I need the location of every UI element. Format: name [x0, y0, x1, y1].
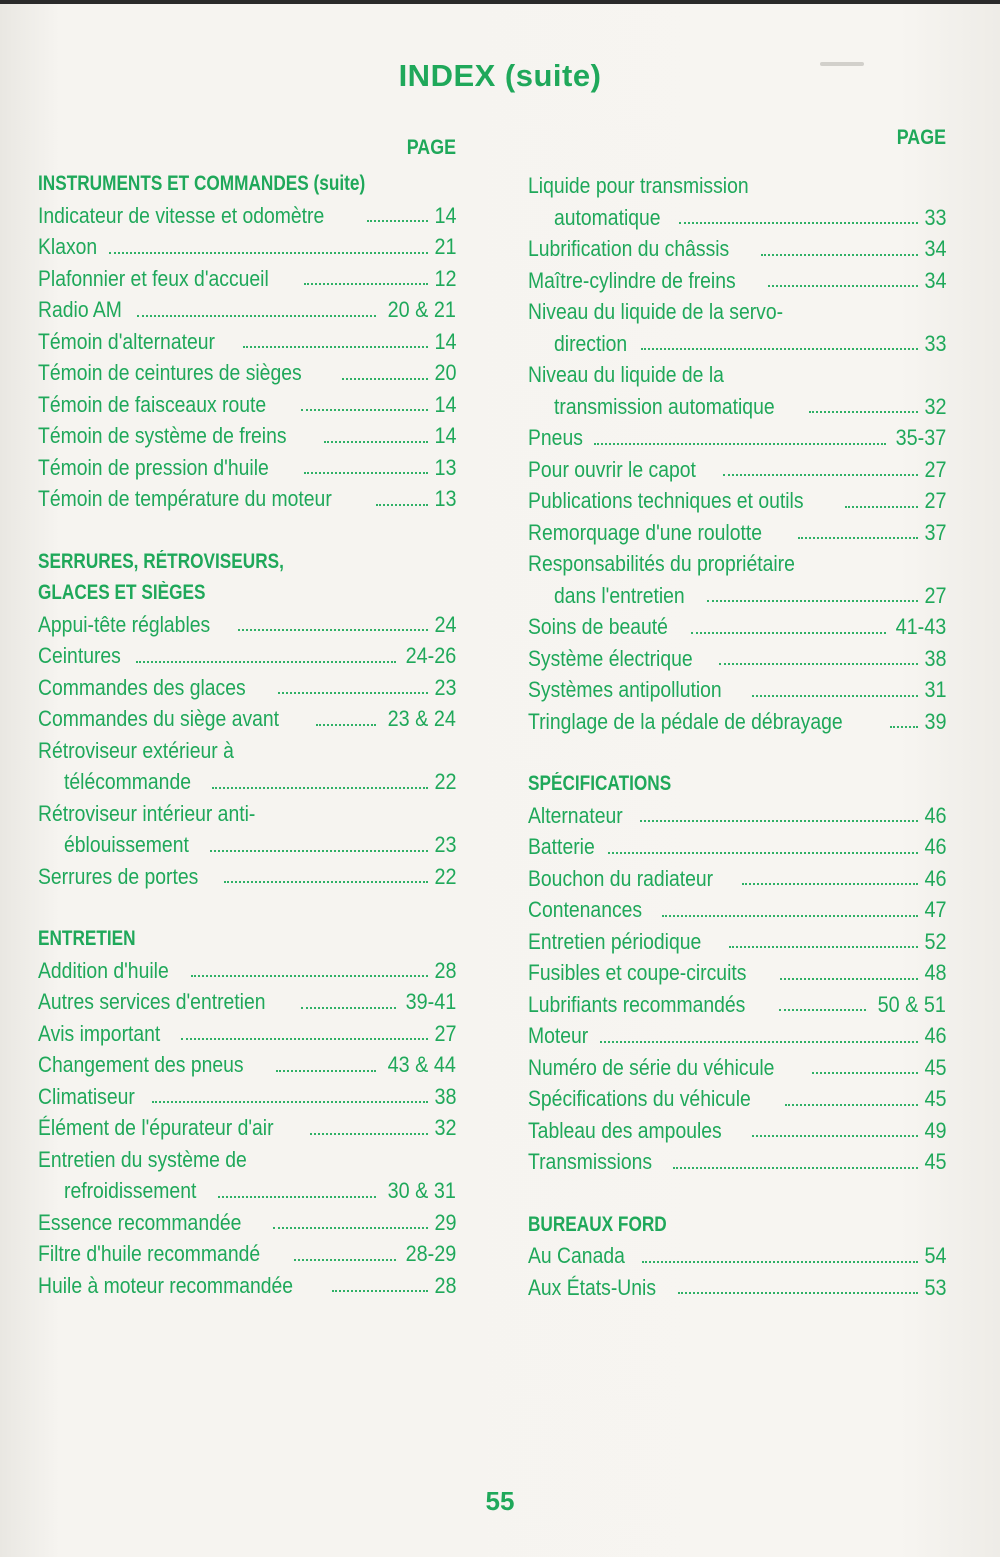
- index-entry: télécommande 22: [64, 769, 456, 794]
- section-title: SPÉCIFICATIONS: [528, 772, 672, 795]
- index-entry: Aux États-Unis 53: [528, 1274, 946, 1300]
- index-entry: Publications techniques et outils 27: [528, 488, 946, 513]
- index-entry: Remorquage d'une roulotte 37: [528, 519, 946, 545]
- index-entry: direction 33: [554, 330, 946, 356]
- index-entry: Batterie 46: [528, 834, 946, 859]
- section-bureaux-ford: [528, 1209, 946, 1304]
- index-entry: Maître-cylindre de freins 34: [528, 267, 946, 293]
- index-entry: Témoin de pression d'huile 13: [38, 454, 456, 480]
- index-entry: transmission automatique 32: [554, 393, 946, 419]
- index-entry: refroidissement 30 & 31: [64, 1178, 456, 1203]
- index-entry: Serrures de portes 22: [38, 863, 456, 889]
- section-serrures: [38, 546, 456, 893]
- index-entry: Entretien périodique 52: [528, 928, 946, 954]
- index-entry: Moteur 46: [528, 1023, 946, 1048]
- section-title: ENTRETIEN: [38, 927, 136, 950]
- index-entry: Soins de beauté 41-43: [528, 614, 946, 639]
- index-entry: éblouissement 23: [64, 832, 456, 857]
- index-entry: Climatiseur 38: [38, 1083, 456, 1109]
- index-entry: Systèmes antipollution 31: [528, 677, 946, 702]
- index-entry: Lubrification du châssis 34: [528, 236, 946, 261]
- index-entry: Changement des pneus 43 & 44: [38, 1052, 456, 1077]
- index-entry-first-line: Entretien du système de: [38, 1146, 247, 1172]
- index-entry: dans l'entretien 27: [554, 582, 946, 608]
- index-entry: automatique 33: [554, 204, 946, 230]
- left-column: [38, 134, 456, 1301]
- index-entry: Appui-tête réglables 24: [38, 611, 456, 637]
- index-entry-first-line: Rétroviseur extérieur à: [38, 737, 234, 763]
- index-entry: Témoin de ceintures de sièges 20: [38, 360, 456, 385]
- index-entry: Témoin de faisceaux route 14: [38, 391, 456, 417]
- index-entry: Élément de l'épurateur d'air 32: [38, 1115, 456, 1140]
- section-entretien-suite: [528, 170, 946, 737]
- section-title: GLACES ET SIÈGES: [38, 581, 206, 604]
- page-edge: [0, 0, 1000, 4]
- index-entry: Essence recommandée 29: [38, 1209, 456, 1235]
- index-entry: Pour ouvrir le capot 27: [528, 456, 946, 482]
- index-entry: Alternateur 46: [528, 802, 946, 828]
- section-title: BUREAUX FORD: [528, 1212, 667, 1236]
- index-entry: Autres services d'entretien 39-41: [38, 989, 456, 1014]
- index-entry: Spécifications du véhicule 45: [528, 1086, 946, 1111]
- index-entry: Lubrifiants recommandés 50 & 51: [528, 991, 946, 1017]
- index-entry-first-line: Liquide pour transmission: [528, 173, 749, 198]
- index-entry: Au Canada 54: [528, 1243, 946, 1268]
- index-entry: Transmissions 45: [528, 1149, 946, 1174]
- index-entry: Système électrique 38: [528, 645, 946, 671]
- right-column: [528, 126, 946, 1303]
- index-entry: Fusibles et coupe-circuits 48: [528, 960, 946, 985]
- index-entry: Filtre d'huile recommandé 28-29: [38, 1241, 456, 1266]
- index-entry: Témoin de température du moteur 13: [38, 486, 456, 511]
- section-title: INSTRUMENTS ET COMMANDES (suite): [38, 172, 366, 195]
- index-entry-first-line: Responsabilités du propriétaire: [528, 551, 795, 576]
- index-entry: Radio AM 20 & 21: [38, 297, 456, 322]
- section-instruments: [38, 168, 456, 515]
- index-entry: Commandes des glaces 23: [38, 674, 456, 700]
- index-entry: Huile à moteur recommandée 28: [38, 1272, 456, 1298]
- index-entry: Avis important 27: [38, 1020, 456, 1046]
- index-entry: Klaxon 21: [38, 234, 456, 259]
- index-entry: Pneus 35-37: [528, 425, 946, 450]
- index-entry: Commandes du siège avant 23 & 24: [38, 706, 456, 731]
- page-column-header: PAGE: [896, 126, 946, 149]
- index-entry: Témoin de système de freins 14: [38, 423, 456, 448]
- index-entry: Tringlage de la pédale de débrayage 39: [528, 708, 946, 734]
- section-title: SERRURES, RÉTROVISEURS,: [38, 549, 284, 573]
- index-entry-first-line: Rétroviseur intérieur anti-: [38, 800, 256, 826]
- index-entry-first-line: Niveau du liquide de la: [528, 362, 724, 387]
- index-entry: Tableau des ampoules 49: [528, 1117, 946, 1143]
- index-entry: Contenances 47: [528, 897, 946, 922]
- index-entry: Ceintures 24-26: [38, 643, 456, 668]
- index-entry: Indicateur de vitesse et odomètre 14: [38, 202, 456, 228]
- page-title: INDEX (suite): [398, 58, 602, 93]
- index-entry: Bouchon du radiateur 46: [528, 865, 946, 891]
- index-entry: Numéro de série du véhicule 45: [528, 1054, 946, 1080]
- index-entry-first-line: Niveau du liquide de la servo-: [528, 299, 784, 324]
- page-column-header: PAGE: [406, 136, 456, 159]
- section-entretien: [38, 923, 456, 1301]
- page-number: 55: [485, 1486, 515, 1516]
- index-entry: Témoin d'alternateur 14: [38, 328, 456, 354]
- index-entry: Plafonnier et feux d'accueil 12: [38, 265, 456, 291]
- section-specifications: [528, 768, 946, 1178]
- index-entry: Addition d'huile 28: [38, 957, 456, 983]
